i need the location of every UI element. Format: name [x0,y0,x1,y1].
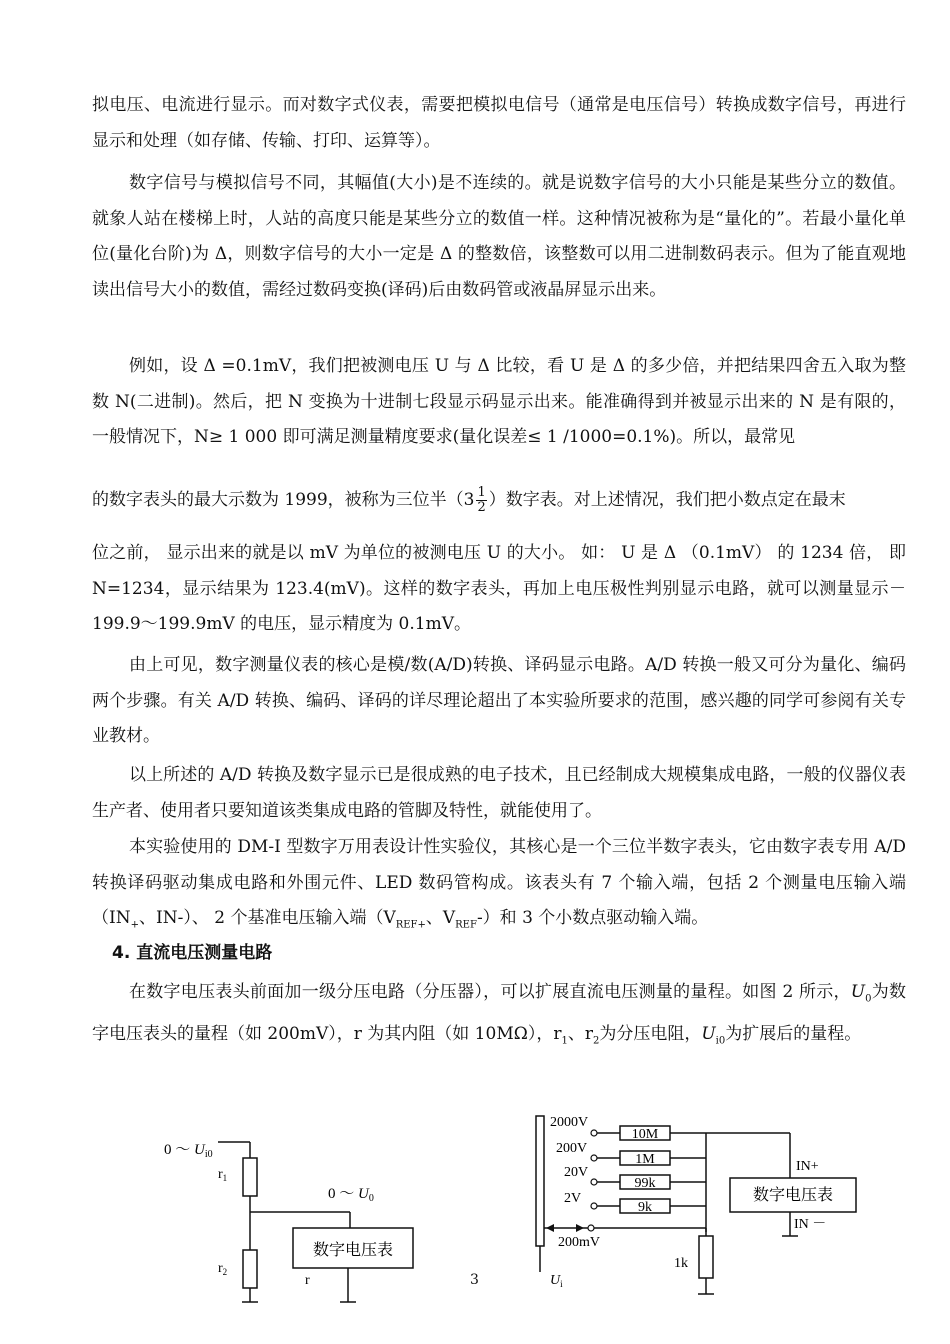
tap-2v: 2V [564,1191,582,1206]
divider-text-d: 为分压电阻， [599,1023,702,1044]
label-1m: 1M [635,1152,655,1167]
paragraph-example-cont: 位之前， 显示出来的就是以 mV 为单位的被测电压 U 的大小。 如： U 是 Δ （0.1mV） 的 1234 倍， 即 N=1234，显示结果为 123.4(mV)。这样的数字表头，再加上电压极性判别显示电路，就可以测量显示－199.9～199.9mV 的电压，显示精度为 0.1mV。 [92,543,906,634]
paragraph-ic: 以上所述的 A/D 转换及数字显示已是很成熟的电子技术，且已经制成大规模集成电路，一般的仪器仪表生产者、使用者只要知道该类集成电路的管脚及特性，就能使用了。 [92,765,906,821]
meter-label-right: 数字电压表 [752,1187,834,1204]
in-minus-label: IN － [794,1217,827,1232]
symbol-u-sub: 0 [865,993,872,1005]
dm1-sub-vref: REF [455,919,477,931]
selector-bar [536,1116,544,1246]
section-heading: 4. 直流电压测量电路 [112,943,273,963]
symbol-ui-sub: i0 [715,1035,726,1047]
r1-label: $r_1$ [218,1167,228,1183]
fraction-line-text-b: ）数字表。对上述情况，我们把小数点定在最末 [488,490,846,510]
dm1-sub-in: + [130,919,139,931]
symbol-u: U [850,982,866,1002]
symbol-r2-sub: 2 [592,1035,600,1047]
range-switch-circuit-diagram [528,1112,888,1302]
divider-text-a: 在数字电压表头前面加一级分压电路（分压器），可以扩展直流电压测量的量程。如图 2 所示， [129,982,851,1002]
r2-resistor [243,1250,257,1288]
page-number: 3 [470,1272,479,1288]
tap-200mv: 200mV [558,1235,600,1250]
ui-label: $U_i$ [550,1273,563,1289]
resistor-1k [699,1236,713,1278]
dm1-text-a: 本实验使用的 DM-I 型数字万用表设计性实验仪，其核心是一个三位半数字表头，它由数字表专用 A/D 转换译码驱动集成电路和外围元件、LED 数码管构成。该表头有 7 个输入端，包括 2 个测量电压输入端（IN [92,837,906,928]
paragraph-core: 由上可见，数字测量仪表的核心是模/数(A/D)转换、译码显示电路。A/D 转换一般又可分为量化、编码两个步骤。有关 A/D 转换、编码、译码的详尽理论超出了本实验所要求的范围，感兴趣的同学可参阅有关专业教材。 [92,655,906,746]
dm1-text-b: 、IN-）、 2 个基准电压输入端（V [138,908,396,928]
r2-label: $r_2$ [218,1261,228,1277]
divider-text-e: 为扩展后的量程。 [725,1023,862,1044]
meter-label-left: 数字电压表 [312,1242,394,1259]
output-range-label: 0 ～ $U_0$ [328,1186,374,1204]
symbol-r1-sub: 1 [561,1035,568,1047]
tap-20v: 20V [564,1165,589,1180]
input-range-label: 0 ～ $U_{i0}$ [164,1142,213,1160]
fraction-numerator: 1 [477,485,486,500]
paragraph-divider [92,975,906,1059]
internal-r-label: r [305,1273,310,1288]
paragraph-1: 拟电压、电流进行显示。而对数字式仪表，需要把模拟电信号（通常是电压信号）转换成数字信号，再进行显示和处理（如存储、传输、打印、运算等）。 [92,95,906,151]
dm1-text-c: 、V [425,908,456,928]
in-plus-label: IN+ [796,1159,819,1174]
divider-circuit-diagram [150,1130,440,1310]
paragraph-example: 例如，设 Δ =0.1mV，我们把被测电压 U 与 Δ 比较，看 U 是 Δ 的多少倍，并把结果四舍五入取为整数 N(二进制)。然后，把 N 变换为十进制七段显示码显示出来。能准确得到并被显示出来的 N 是有限的，一般情况下，N≥ 1 000 即可满足测量精度要求(量化误差≤ 1 /1000=0.1%)。所以，最常见 [92,356,906,447]
divider-text-b: 为数字电压表头的量程（如 200mV），r 为其内阻（如 10MΩ），r [92,982,907,1044]
divider-text-c: 、r [567,1023,593,1044]
paragraph-example-fraction-line [92,483,906,519]
symbol-ui: U [701,1023,716,1044]
label-9k: 9k [638,1200,652,1215]
fraction-line-text-a: 的数字表头的最大示数为 1999，被称为三位半（3 [92,490,475,510]
label-10m: 10M [631,1127,659,1142]
three-and-half-fraction [476,486,486,515]
dm1-text-d: -）和 3 个小数点驱动输入端。 [476,908,709,928]
paragraph-quantization: 数字信号与模拟信号不同，其幅值(大小)是不连续的。就是说数字信号的大小只能是某些分立的数值。就象人站在楼梯上时，人站的高度只能是某些分立的数值一样。这种情况被称为是“量化的”。若最小量化单位(量化台阶)为 Δ，则数字信号的大小一定是 Δ 的整数倍，该整数可以用二进制数码表示。但为了能直观地读出信号大小的数值，需经过数码变换(译码)后由数码管或液晶屏显示出来。 [92,173,906,300]
label-99k: 99k [634,1176,656,1191]
tap-200v: 200V [556,1141,588,1156]
paragraph-dm1 [92,830,906,943]
fraction-denominator: 2 [477,500,486,515]
label-1k: 1k [674,1256,688,1271]
dm1-sub-vref-plus: REF+ [395,919,426,931]
tap-2000v: 2000V [550,1115,589,1130]
